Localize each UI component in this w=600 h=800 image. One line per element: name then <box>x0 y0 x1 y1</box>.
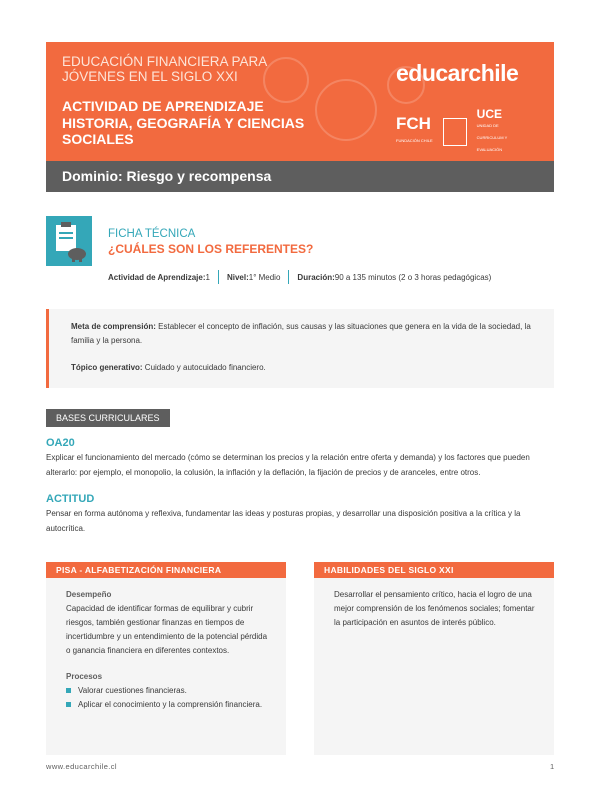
partner-logos <box>396 108 517 156</box>
pisa-column <box>46 562 286 755</box>
clipboard-icon <box>46 216 92 266</box>
logo-text: educarchil <box>396 60 507 86</box>
uce-logo-small: UNIDAD DE CURRICULUM Y EVALUACIÓN <box>476 123 508 152</box>
ficha-title: ¿CUÁLES SON LOS REFERENTES? <box>108 242 314 256</box>
actitud-title: ACTITUD <box>46 493 95 505</box>
duracion-value: 90 a 135 minutos (2 o 3 horas pedagógicas) <box>334 272 492 282</box>
fch-logo <box>396 115 433 149</box>
duracion-label: Duración: <box>297 272 335 282</box>
header-title: ACTIVIDAD DE APRENDIZAJE HISTORIA, GEOGRAFÍA Y CIENCIAS SOCIALES <box>62 98 305 147</box>
domain-title: Dominio: Riesgo y recompensa <box>62 168 272 184</box>
topico-paragraph <box>71 361 541 375</box>
actividad-value: 1 <box>205 272 210 282</box>
header-banner <box>46 42 554 161</box>
habilidades-header: HABILIDADES DEL SIGLO XXI <box>314 562 554 578</box>
domain-bar <box>46 161 554 192</box>
nivel-label: Nivel: <box>226 272 249 282</box>
page-number: 1 <box>550 762 555 771</box>
desempeno-text: Capacidad de identificar formas de equilibrar y cubrir riesgos, también gestionar finanzas en tiempos de incertidumbre y un entendimiento de la potencial pérdida o ganancia financiera en diferentes contextos. <box>66 604 268 655</box>
oa-title: OA20 <box>46 437 75 449</box>
fch-logo-small: FUNDACIÓN CHILE <box>396 138 433 143</box>
meta-text: Establecer el concepto de inflación, sus causas y las situaciones que genera en la vida de la sociedad, la familia y la persona. <box>71 322 531 345</box>
educarchile-logo <box>396 60 518 87</box>
meta-paragraph <box>71 320 541 348</box>
topico-label: Tópico generativo: <box>71 363 143 372</box>
ficha-label: FICHA TÉCNICA <box>108 228 196 240</box>
nivel-value: 1° Medio <box>248 272 281 282</box>
fch-logo-text: FCH <box>396 114 431 133</box>
habilidades-text: Desarrollar el pensamiento crítico, hacia el logro de una mejor comprensión de los fenómenos sociales; fomentar la participación en asuntos de interés público. <box>334 590 535 627</box>
separator <box>218 270 219 284</box>
oa-text: Explicar el funcionamiento del mercado (cómo se determinan los precios y la relación entre oferta y demanda) y los factores que pueden alterarlo: por ejemplo, el monopolio, la colusión, la inflación y la deflación, la fijación de precios y de aranceles, entre otros. <box>46 453 530 477</box>
list-item: Valorar cuestiones financieras. <box>66 684 268 698</box>
procesos-label: Procesos <box>66 672 103 681</box>
uce-logo <box>477 108 517 156</box>
bases-curriculares-label: BASES CURRICULARES <box>46 409 170 427</box>
separator <box>288 270 289 284</box>
activity-meta-row <box>108 270 491 284</box>
uce-logo-text: UCE <box>476 107 503 121</box>
footer-url-link[interactable]: www.educarchile.cl <box>46 762 117 771</box>
ministry-logo <box>443 118 467 146</box>
pisa-header: PISA - ALFABETIZACIÓN FINANCIERA <box>46 562 286 578</box>
habilidades-column <box>314 562 554 755</box>
pisa-body <box>46 578 286 712</box>
procesos-list <box>66 684 268 712</box>
header-subtitle: EDUCACIÓN FINANCIERA PARA JÓVENES EN EL SIGLO XXI <box>62 54 267 84</box>
desempeno-label: Desempeño <box>66 590 112 599</box>
list-item: Aplicar el conocimiento y la comprensión financiera. <box>66 698 268 712</box>
meta-label: Meta de comprensión: <box>71 322 156 331</box>
meta-comprension-box <box>46 309 554 388</box>
actitud-text: Pensar en forma autónoma y reflexiva, fundamentar las ideas y posturas propias, y desarrollar una disposición positiva a la crítica y la autocrítica. <box>46 509 521 533</box>
topico-text: Cuidado y autocuidado financiero. <box>142 363 266 372</box>
logo-e: e <box>506 60 519 86</box>
actividad-label: Actividad de Aprendizaje: <box>108 272 206 282</box>
